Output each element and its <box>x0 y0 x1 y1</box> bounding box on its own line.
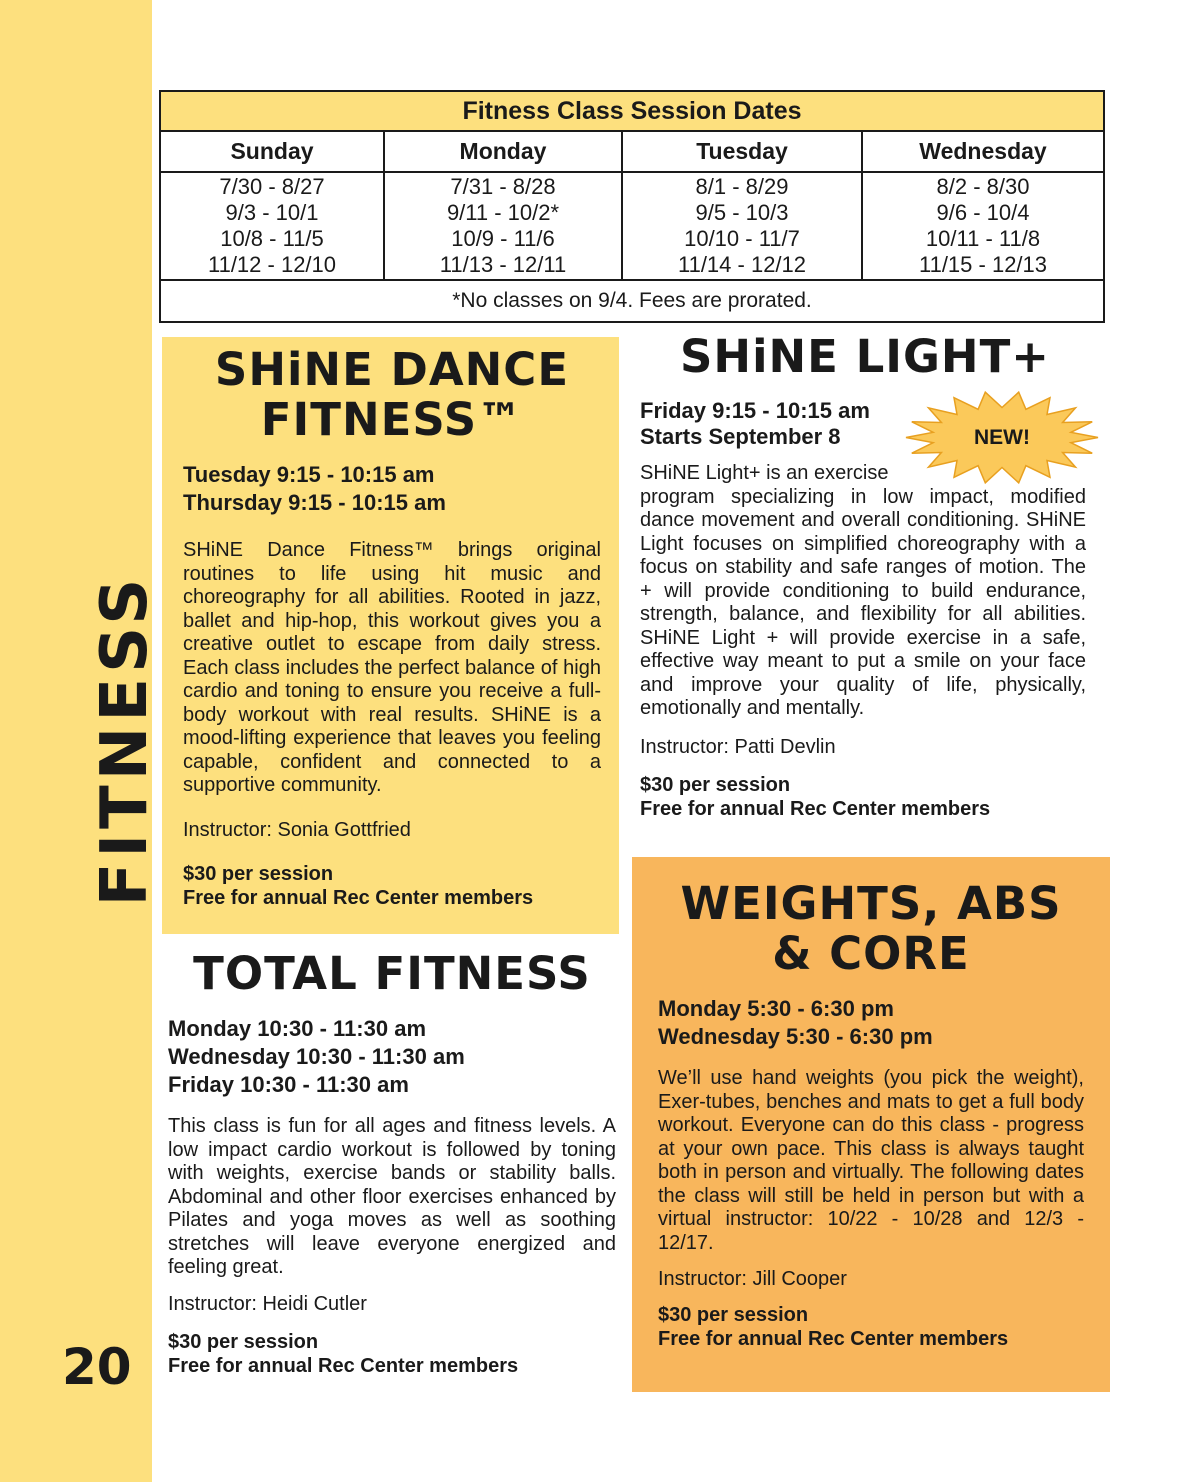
monday-dates <box>384 172 622 280</box>
instructor: Instructor: Heidi Cutler <box>168 1292 367 1315</box>
price: $30 per session <box>640 773 791 796</box>
date-range: 7/30 - 8/27 <box>219 174 325 199</box>
price: $30 per session <box>168 1330 319 1353</box>
table-title: Fitness Class Session Dates <box>160 91 1104 131</box>
title-line: FITNESS™ <box>260 393 524 446</box>
member-note: Free for annual Rec Center members <box>658 1328 1009 1350</box>
wednesday-dates <box>862 172 1104 280</box>
title-line: WEIGHTS, ABS <box>680 877 1062 930</box>
date-range: 10/8 - 11/5 <box>220 226 324 251</box>
date-range: 11/14 - 12/12 <box>677 252 807 277</box>
price: $30 per session <box>658 1304 809 1326</box>
column-header-wednesday: Wednesday <box>862 131 1104 172</box>
title-line: & CORE <box>772 927 970 980</box>
date-range: 8/2 - 8/30 <box>936 174 1030 199</box>
date-range: 11/15 - 12/13 <box>918 252 1048 277</box>
class-description: We’ll use hand weights (you pick the weight), Exer-tubes, benches and mats to get a full body workout. Everyone can do this class - progress at your own pace. This class is always taught both in person and virtually. The following dates the class will still be held in person but with a virtual instructor: 10/22 - 10/28 and 12/3 - 12/17. <box>658 1067 1084 1254</box>
session-dates-table <box>159 90 1105 323</box>
class-time: Wednesday 10:30 - 11:30 am <box>168 1044 465 1069</box>
sunday-dates <box>160 172 384 280</box>
instructor: Instructor: Sonia Gottfried <box>183 818 411 841</box>
class-time: Monday 10:30 - 11:30 am <box>168 1016 427 1041</box>
class-description-intro: SHiNE Light+ is an exercise <box>640 462 889 484</box>
section-label: FITNESS <box>88 573 162 907</box>
date-range: 10/11 - 11/8 <box>925 226 1041 251</box>
date-range: 9/6 - 10/4 <box>936 200 1030 225</box>
shine-dance-title <box>183 345 601 445</box>
instructor: Instructor: Jill Cooper <box>658 1268 847 1290</box>
total-fitness-section <box>168 945 616 1375</box>
class-time: Wednesday 5:30 - 6:30 pm <box>658 1024 933 1049</box>
instructor: Instructor: Patti Devlin <box>640 735 836 758</box>
class-time: Friday 9:15 - 10:15 am <box>640 398 870 423</box>
member-note: Free for annual Rec Center members <box>640 797 991 820</box>
date-range: 7/31 - 8/28 <box>450 174 556 199</box>
page-number: 20 <box>62 1338 132 1396</box>
column-header-sunday: Sunday <box>160 131 384 172</box>
column-header-tuesday: Tuesday <box>622 131 862 172</box>
date-range: 10/9 - 11/6 <box>451 226 555 251</box>
price: $30 per session <box>183 862 334 885</box>
date-range: 9/5 - 10/3 <box>695 200 789 225</box>
shine-light-title: SHiNE LIGHT+ <box>680 330 1050 383</box>
date-range: 11/13 - 12/11 <box>439 252 567 277</box>
class-description: program specializing in low impact, modified dance movement and overall conditioning. SHiNE Light focuses on simplified choreography with a focus on stability and safe ranges of motion. The + will provide conditioning to build endurance, strength, balance, and flexibility for all abilities. SHiNE Light + will provide exercise in a safe, effective way meant to put a smile on your face and improve your quality of life, physically, emotionally and mentally. <box>640 485 1086 719</box>
date-range: 8/1 - 8/29 <box>695 174 789 199</box>
date-range: 9/11 - 10/2* <box>446 200 560 225</box>
tuesday-dates <box>622 172 862 280</box>
new-badge: NEW! <box>974 425 1030 449</box>
table-note: *No classes on 9/4. Fees are prorated. <box>160 280 1104 322</box>
class-time: Monday 5:30 - 6:30 pm <box>658 996 894 1021</box>
class-time: Tuesday 9:15 - 10:15 am <box>183 462 435 487</box>
date-range: 9/3 - 10/1 <box>225 200 319 225</box>
column-header-monday: Monday <box>384 131 622 172</box>
title-line: SHiNE DANCE <box>214 343 570 396</box>
shine-dance-box <box>162 337 619 934</box>
date-range: 10/10 - 11/7 <box>684 226 800 251</box>
weights-abs-core-box <box>632 857 1110 1392</box>
class-time: Friday 10:30 - 11:30 am <box>168 1072 409 1097</box>
class-description: This class is fun for all ages and fitness levels. A low impact cardio workout is followed by toning with weights, exercise bands or stability balls. Abdominal and other floor exercises enhanced by Pilates and yoga moves as well as soothing stretches will leave everyone energized and feeling great. <box>168 1115 616 1278</box>
member-note: Free for annual Rec Center members <box>183 886 534 909</box>
start-date: Starts September 8 <box>640 424 841 449</box>
member-note: Free for annual Rec Center members <box>168 1354 519 1377</box>
weights-title <box>658 879 1084 979</box>
date-range: 11/12 - 12/10 <box>207 252 337 277</box>
class-time: Thursday 9:15 - 10:15 am <box>183 490 446 515</box>
class-description: SHiNE Dance Fitness™ brings original routines to life using hit music and choreography for all abilities. Rooted in jazz, ballet and hip-hop, this workout gives you a creative outlet to escape from daily stress. Each class includes the perfect balance of high cardio and toning to ensure you receive a full-body workout with real results. SHiNE is a mood-lifting experience that leaves you feeling capable, confident and connected to a supportive community. <box>183 539 601 796</box>
total-fitness-title: TOTAL FITNESS <box>193 947 591 1000</box>
